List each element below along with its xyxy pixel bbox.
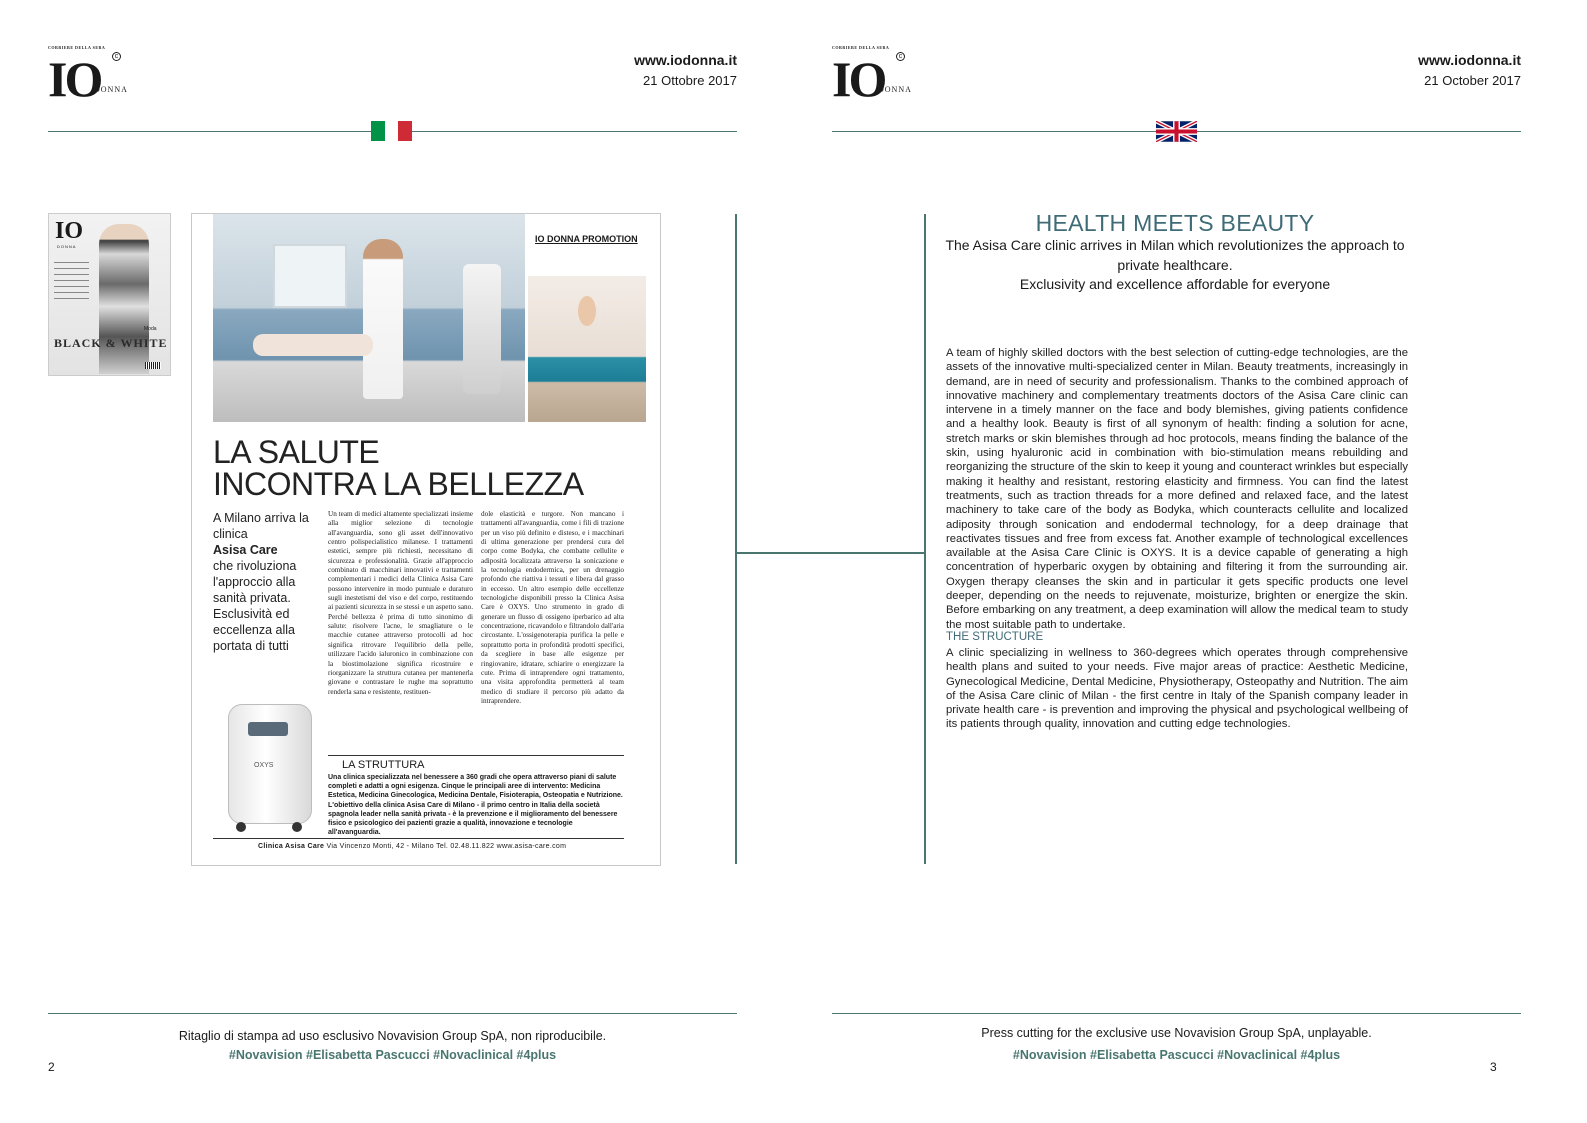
barcode-icon xyxy=(145,362,161,369)
publication-date: 21 October 2017 xyxy=(1424,73,1521,88)
clinic-treatment-photo xyxy=(213,214,525,422)
page-number: 3 xyxy=(1490,1060,1497,1074)
magazine-clipping xyxy=(191,213,661,866)
publication-date: 21 Ottobre 2017 xyxy=(643,73,737,88)
logo-top-text: CORRIERE DELLA SERA xyxy=(832,45,890,50)
magazine-cover-thumbnail xyxy=(48,213,171,376)
clinic-contact xyxy=(258,843,566,850)
lamp-shape xyxy=(578,296,596,326)
machine-shape xyxy=(463,264,501,394)
article-subtitle-line: The Asisa Care clinic arrives in Milan which revolutionizes the approach to private healthcare. xyxy=(945,237,1405,273)
footer-rule xyxy=(213,838,624,839)
logo-top-text: CORRIERE DELLA SERA xyxy=(48,45,106,50)
doctor-shape xyxy=(363,239,403,399)
window-shape xyxy=(273,244,347,308)
bracket-connector xyxy=(735,552,925,554)
footer-rule-left xyxy=(48,1013,737,1014)
site-url[interactable]: www.iodonna.it xyxy=(634,52,737,68)
clinic-address: Via Vincenzo Monti, 42 - Milano Tel. 02.48.11.822 www.asisa-care.com xyxy=(326,843,567,850)
structure-rule xyxy=(328,755,624,756)
article-title: HEALTH MEETS BEAUTY xyxy=(1035,210,1315,236)
cover-logo-sub: DONNA xyxy=(57,244,77,249)
structure-title: LA STRUTTURA xyxy=(342,759,425,771)
cover-headline: BLACK & WHITE xyxy=(54,336,168,350)
footer-rule-right xyxy=(832,1013,1521,1014)
page-number: 2 xyxy=(48,1060,55,1074)
promo-label: IO DONNA PROMOTION xyxy=(535,234,638,244)
logo-donna-text: DONNA xyxy=(878,85,912,94)
lede-text: che rivoluziona l'approccio alla sanità privata. Esclusività ed eccellenza alla portata di tutti xyxy=(213,559,297,653)
magazine-column-1: Un team di medici altamente specializzati insieme alla miglior selezione di tecnologie all'avanguardia, sono gli asset dell'innovativo centro polispecialistico milanese. I trattamenti estetici, sempre più richiesti, necessitano di sicurezza e professionalità. Grazie all'approccio combinato di macchinari innovativi e trattamenti complementari i medici della Clinica Asisa Care possono intervenire in modo puntuale e duraturo sugli inestetismi del viso e del corpo, restituendo ai pazienti sicurezza in se stessi e un aspetto sano. Perché bellezza è prima di tutto sinonimo di salute: risolvere l'acne, le smagliature o le macchie cutanee attraverso protocolli ad hoc significa ritrovare l'equilibrio della pelle, utilizzare l'acido ialuronico in combinazione con la biostimolazione significa ricostruire e riorganizzare la struttura cutanea per mantenerla giovane e contrastare le rughe ma soprattutto renderla sana e resistente, restituen- xyxy=(328,510,473,696)
right-bracket-line xyxy=(924,214,926,864)
left-bracket-line xyxy=(735,214,737,864)
article-subtitle-line: Exclusivity and excellence affordable for everyone xyxy=(1019,276,1331,292)
cover-logo: IO xyxy=(55,218,84,244)
uk-flag-icon xyxy=(1156,121,1197,142)
magazine-column-2: dole elasticità e turgore. Non mancano i trattamenti all'avanguardia, come i fili di trazione per un viso più definito e disteso, e i macchinari di ultima generazione per prendersi cura del corpo come Bodyka, che combatte cellulite e adiposità localizzata attraverso la sonicazione e la tecnologia endodermica, per un drenaggio profondo che riattiva i tessuti e libera dal grasso in eccesso. Un altro esempio delle eccellenze tecnologiche disponibili presso la Clinica Asisa Care è OXYS. Uno strumento in grado di generare un flusso di ossigeno iperbarico ad alta concentrazione, ricavandolo e filtrandolo dall'aria circostante. L'ossigenoterapia purifica la pelle e soprattutto porta in profondità prodotti specifici, da scegliere in base alle esigenze per ringiovanire, idratare, schiarire o energizzare la cute. Prima di intraprendere ogni trattamento, una visita approfondita permetterà al team medico di studiare il percorso più adatto da intraprendere. xyxy=(481,510,624,705)
io-donna-logo: IO xyxy=(48,51,101,107)
lede-bold: Asisa Care xyxy=(213,543,278,557)
io-donna-logo: IO xyxy=(832,51,885,107)
clinic-name: Clinica Asisa Care xyxy=(258,843,325,850)
site-url[interactable]: www.iodonna.it xyxy=(1418,52,1521,68)
copyright-icon: c xyxy=(896,52,905,61)
footer-disclaimer: Press cutting for the exclusive use Novavision Group SpA, unplayable. xyxy=(981,1026,1372,1040)
structure-body: A clinic specializing in wellness to 360-degrees which operates through comprehensive health plans and suited to your needs. Five major areas of practice: Aesthetic Medicine, Gynecological Medicine, Dental Medicine, Physiotherapy, Osteopathy and Nutrition. The aim of the Asisa Care clinic of Milan - the first centre in Italy of the Spanish company leader in private health care - is prevention and improving the physical and psychological wellbeing of its patients through quality, innovation and cutting edge technologies. xyxy=(946,647,1408,731)
logo-donna-text: DONNA xyxy=(94,85,128,94)
cover-text-lines xyxy=(54,262,89,302)
magazine-lede xyxy=(213,510,323,654)
footer-hashtags: #Novavision #Elisabetta Pascucci #Novaclinical #4plus xyxy=(1012,1048,1341,1062)
footer-hashtags: #Novavision #Elisabetta Pascucci #Novaclinical #4plus xyxy=(228,1048,557,1062)
article-body: A team of highly skilled doctors with the best selection of cutting-edge technologies, are the assets of the innovative multi-specialized center in Milan. Beauty treatments, increasingly in demand, are in need of security and professionalism. Thanks to the combined approach of innovative machinery and complementary treatments doctors of the Asisa Care clinic can intervene in a timely manner on the face and body blemishes, giving patients confidence and a healthy look. Beauty is first of all synonym of health: finding a solution for acne, stretch marks or skin blemishes through ad hoc protocols, means finding the balance of the skin, using hyaluronic acid in combination with bio-stimulation means rebuilding and reorganizing the structure of the skin to keep it young and counteract wrinkles but especially making it healthy and resistant, restoring elasticity and firmness. You can find the latest treatments, such as traction threads for a more defined and relaxed face, and the latest machinery to take care of the body as Bodyka, which counteracts cellulite and localized adiposity through sonication and endodermal technology, for a deep drainage that reactivates tissues and free from excess fat. Another example of technological excellences available at the Asisa Care Clinic is OXYS. It is a device capable of generating a high concentration of hyperbaric oxygen by obtaining and filtering it from the surrounding air. Oxygen therapy cleanses the skin and in particular it gets specific products one level deeper, depending on the needs to rejuvenate, moisturize, brighten or energize the skin. Before embarking on any treatment, a deep examination will allow the medical team to study the most suitable path to undertake. xyxy=(946,347,1408,631)
article-subtitle xyxy=(940,236,1410,295)
oxys-device-image xyxy=(214,694,324,834)
lede-text: A Milano arriva la clinica xyxy=(213,511,309,541)
clinic-lounge-photo xyxy=(528,276,646,422)
device-label: OXYS xyxy=(254,762,274,769)
magazine-title-line2: INCONTRA LA BELLEZZA xyxy=(213,466,584,502)
structure-heading: THE STRUCTURE xyxy=(946,631,1044,643)
magazine-title xyxy=(213,436,584,500)
structure-text: Una clinica specializzata nel benessere a 360 gradi che opera attraverso piani di salute completi e adatti a ogni esigenza. Cinque le principali aree di intervento: Medicina Estetica, Medicina Ginecologica, Medicina Dentale, Fisioterapia, Osteopatia e Nutrizione. L'obiettivo della clinica Asisa Care di Milano - il primo centro in Italia della società spagnola leader nella sanità privata - è la prevenzione e il miglioramento del benessere fisico e psicologico dei pazienti grazie a qualità, innovazione e tecnologie all'avanguardia. xyxy=(328,774,623,837)
magazine-title-line1: LA SALUTE xyxy=(213,434,380,470)
footer-disclaimer: Ritaglio di stampa ad uso esclusivo Novavision Group SpA, non riproducibile. xyxy=(178,1029,607,1043)
cover-tag: Moda xyxy=(144,326,157,332)
copyright-icon: c xyxy=(112,52,121,61)
patient-shape xyxy=(253,334,373,356)
italian-flag-icon xyxy=(371,121,412,141)
cover-model-image xyxy=(99,224,149,374)
